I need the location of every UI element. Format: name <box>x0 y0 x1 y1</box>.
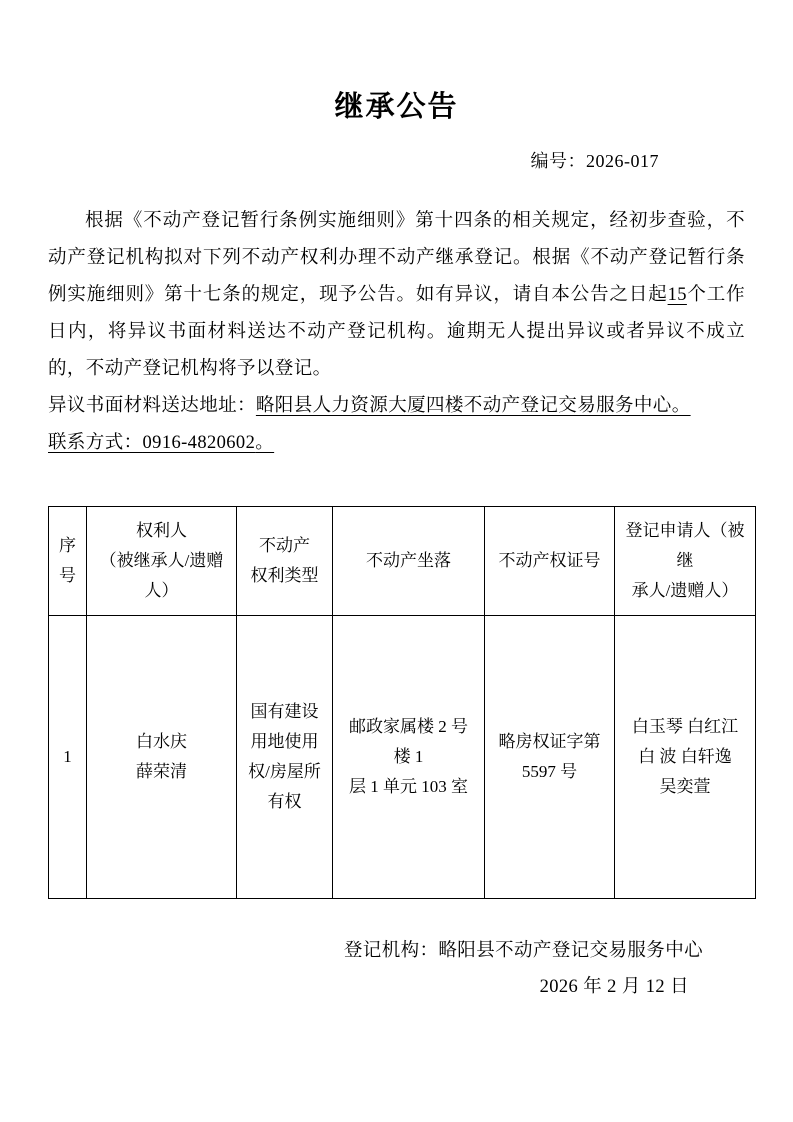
document-footer <box>48 933 745 1005</box>
cell-certificate: 略房权证字第 5597 号 <box>485 616 615 899</box>
notice-table-wrap <box>48 506 745 899</box>
contact-label: 联系方式： <box>48 433 143 453</box>
cell-index: 1 <box>49 616 87 899</box>
notice-table <box>48 506 756 899</box>
header-location: 不动产坐落 <box>333 507 485 616</box>
document-body <box>48 203 745 462</box>
body-paragraph-1 <box>48 203 745 388</box>
address-line <box>48 388 745 425</box>
page-title: 继承公告 <box>334 91 459 123</box>
contact-suffix: 。 <box>255 433 275 453</box>
notice-table-head <box>49 507 756 616</box>
cell-right-type: 国有建设 用地使用 权/房屋所 有权 <box>237 616 333 899</box>
footer-organization: 登记机构：略阳县不动产登记交易服务中心 <box>343 941 703 961</box>
document-number: 编号：2026-017 <box>530 151 659 171</box>
table-row <box>49 616 756 899</box>
cell-owner: 白水庆 薛荣清 <box>87 616 237 899</box>
body-paragraph-1-cont: 个工作日内，将异议书面材料送达不动产登记机构。逾期无人提出异议或者异议不成立的，不动产登记机构将予以登记。 <box>48 285 745 379</box>
body-paragraph-1-text: 根据《不动产登记暂行条例实施细则》第十四条的相关规定，经初步查验，不动产登记机构拟对下列不动产权利办理不动产继承登记。根据《不动产登记暂行条例实施细则》第十七条的规定，现予公告。如有异议，请自本公告之日起 <box>48 211 745 305</box>
address-value: 略阳县人力资源大厦四楼不动产登记交易服务中心。 <box>255 396 691 416</box>
header-certificate: 不动产权证号 <box>485 507 615 616</box>
header-index: 序 号 <box>49 507 87 616</box>
cell-applicant: 白玉琴 白红江 白 波 白轩逸 吴奕萱 <box>615 616 756 899</box>
notice-table-body <box>49 616 756 899</box>
footer-date: 2026 年 2 月 12 日 <box>539 977 689 997</box>
header-right-type: 不动产 权利类型 <box>237 507 333 616</box>
objection-days: 15 <box>667 285 687 305</box>
table-header-row <box>49 507 756 616</box>
contact-value: 0916-4820602 <box>142 433 256 453</box>
address-label: 异议书面材料送达地址： <box>48 396 256 416</box>
contact-line <box>48 425 745 462</box>
header-owner: 权利人 （被继承人/遗赠 人） <box>87 507 237 616</box>
header-applicant: 登记申请人（被继 承人/遗赠人） <box>615 507 756 616</box>
cell-location: 邮政家属楼 2 号楼 1 层 1 单元 103 室 <box>333 616 485 899</box>
